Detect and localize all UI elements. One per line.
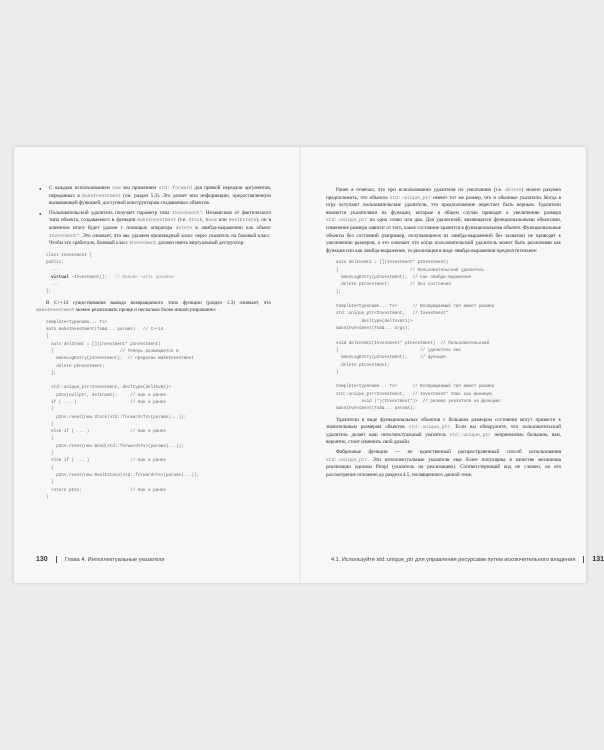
code-line: auto delInvmt1 = [](Investment* pInvestment) (336, 260, 449, 266)
code-line: template<typename... Ts> (46, 319, 108, 325)
code-line: return pInv; // Как и ранее (46, 487, 166, 493)
page-gutter (299, 147, 301, 583)
code-line: makeLogEntry(pInvestment); // как лямбда-выражение (336, 274, 472, 280)
code-line: pInv.reset(new RealEstate(std::forward<Ts>(params)...)); (46, 472, 200, 478)
code-line: auto delInvmt = [](Investment* pInvestment) (46, 341, 161, 347)
code-line: { (46, 334, 49, 340)
footer-divider (583, 556, 584, 563)
code-line: pInv(nullptr, delInvmt); // Как и ранее (46, 392, 166, 398)
code-line: pInv.reset(new Stock(std::forward<Ts>(params)...)); (46, 414, 187, 420)
code-line: } (336, 369, 339, 375)
code-line: else if ( ... ) // Как и ранее (46, 429, 166, 435)
code-line: makeInvestment(Ts&&... params); (336, 406, 416, 412)
code-block-investment-class: class Investment { public: ... virtual ~Investment(); // Важная часть дизайна ... }; (46, 252, 174, 295)
code-line: std::unique_ptr<Investment, // Investment* плюс как минимум (336, 391, 492, 397)
code-line: makeLogEntry(pInvestment); // функция (336, 355, 446, 361)
code-line: std::unique_ptr<Investment, // Investment* (336, 311, 449, 317)
code-line: std::unique_ptr<Investment, decltype(delInvmt)> (46, 385, 171, 391)
code-line: { (46, 465, 54, 471)
page-number-right: 131 (592, 556, 604, 563)
left-page (36, 185, 271, 505)
code-line: { // Пользовательский удалитель (336, 267, 484, 273)
page-number-left: 130 (36, 556, 48, 563)
code-line: makeInvestment(Ts&&... args); (336, 326, 410, 332)
code-line: } (46, 451, 54, 457)
code-block-deleters (336, 259, 561, 412)
code-line: void (*)(Investment*)> // размер указателя на функцию! (336, 398, 502, 404)
right-page (326, 185, 561, 479)
code-line: void delInvmt2(Investment* pInvestment) // Пользовательский (336, 340, 490, 346)
footer-divider (56, 556, 57, 563)
code-line: { // Теперь размещается в (46, 348, 179, 354)
code-line: { (46, 407, 54, 413)
code-line: }; (46, 370, 57, 376)
code-line: } (46, 494, 49, 500)
code-line: makeLogEntry(pInvestment); // пределах makeInvestment (46, 356, 194, 362)
right-page-footer (331, 556, 604, 563)
left-page-footer (36, 556, 164, 563)
code-block-make-investment (46, 319, 271, 501)
code-line: pInv.reset(new Bond(std::forward<Ts>(params)...)); (46, 443, 184, 449)
code-line: decltype(delInvmt1)> (336, 318, 413, 324)
code-line: } (46, 421, 54, 427)
code-line: auto makeInvestment(Ts&&... params) // C++14 (46, 327, 164, 333)
code-line: delete pInvestment; (336, 362, 390, 368)
code-line: delete pInvestment; (46, 363, 105, 369)
bullet-deleter: ● Пользовательский удалитель получает параметр типа Investment*. Независимо от фактического типа объекта, создаваемого в функции makeInvestment (т.е. Stock, Bond или RealEstate), он в конечном итоге будет удален с помощью оператора delete в лямбда-выражении как объект Investment*. Это означает, что мы удаляем производный класс через указатель на базовый класс. Чтобы это сработало, базовый класс Investment должен иметь виртуальный деструктор: (36, 210, 271, 248)
code-line: template<typename... Ts> // Возвращаемый тип имеет размер (336, 304, 495, 310)
code-line: { // удалитель как (336, 347, 461, 353)
code-line: if ( ... ) // Как и ранее (46, 399, 166, 405)
paragraph-deleter-size: Ранее я отмечал, что при использовании удалителя по умолчанию (т.е. delete) можно разумно предположить, что объекты std::unique_ptr имеют тот же размер, что и обычные указатели. Когда в игру вступают пользовательские удалители, это предположение перестает быть верным. Удалители являются указателями на функции, которые в общем случае приводят к увеличению размера std::unique_ptr на одно слово или два. Для удалителей, являющихся функциональными объектами, изменение размера зависит от того, какое состояние хранится в функциональном объекте. Функциональные объекты без состояний (например, получающиеся из лямбда-выражений без захватов) не приводят к увеличению размеров, а это означает что когда пользовательский удалитель может быть реализован как функция или как лямбда-выражение, то реализация в виде лямбда-выражения предпочтительнее: (326, 187, 561, 254)
code-line: }; (336, 289, 342, 295)
code-line: template<typename... Ts> // Возвращаемый тип имеет размер (336, 384, 495, 390)
paragraph-pimpl: Фабричные функции — не единственный распространенный способ использования std::unique_ptr. Эти интеллектуальные указатели еще более популярны в качестве механизма реализации идиомы Pimpl (указатель на реализацию). Соответствующий код не сложен, но его рассмотрение отложено до раздела 4.5, посвященного данной теме. (326, 448, 561, 478)
book-spread (14, 147, 604, 583)
chapter-title: Глава 4. Интеллектуальные указатели (64, 557, 165, 563)
section-title: 4.1. Используйте std::unique_ptr для управления ресурсами путем исключительного владения (331, 557, 576, 563)
code-line: } (46, 480, 54, 486)
bullet-forward: ● С каждым использованием new мы применяем std::forward для прямой передачи аргументов, переданных в makeInvestment (см. раздел 5.3). Это делает всю информацию, предоставленную вызывающей функцией, доступной конструкторам создаваемых объектов. (36, 185, 271, 208)
code-line: delete pInvestment; // без состояния (336, 282, 451, 288)
paragraph-cpp14: В C++14 существование вывода возвращаемого типа функции (раздел 1.3) означает, что makeInvestment можно реализовать проще и несколько более инкапсулированно: (36, 299, 271, 314)
bullet-list (36, 185, 271, 248)
code-line: { (46, 436, 54, 442)
code-line: else if ( ... ) // Как и ранее (46, 458, 166, 464)
paragraph-large-state: Удалители в виде функциональных объектов с большим размером состояния могут привести к значительным размерам объектов std::unique_ptr. Если вы обнаружите, что пользовательский удалитель делает ваш интеллектуальный указатель std::unique_ptr неприемлемо большим, вам, вероятно, стоит изменить свой дизайн. (326, 416, 561, 446)
